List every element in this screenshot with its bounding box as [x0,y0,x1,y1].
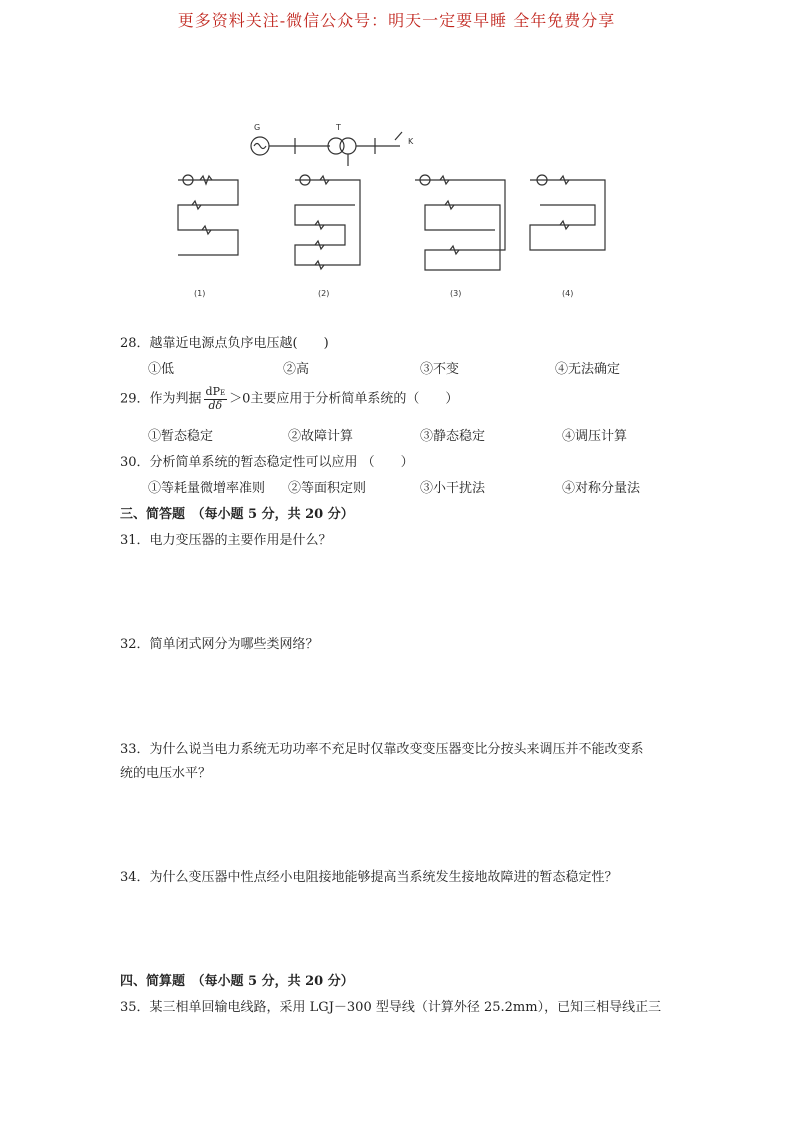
q33-text-line-2: 统的电压水平？ [120,766,212,781]
q28-text: 28．越靠近电源点负序电压越( ) [120,336,329,351]
q34-text: 34．为什么变压器中性点经小电阻接地能够提高当系统发生接地故障进的暂态稳定性？ [120,870,618,885]
q28-option-3: ③不变 [420,362,460,377]
panel-label-1: (1) [194,289,206,298]
panel-label-3: (3) [450,289,462,298]
label-t: T [336,123,341,132]
panel-label-4: (4) [562,289,574,298]
q28-option-2: ②高 [283,362,310,377]
q30-option-2: ②等面积定则 [288,481,367,496]
q35-text: 35．某三相单回输电线路，采用 LGJ－300 型导线（计算外径 25.2mm），已知三相导线正三 [120,1000,662,1015]
q29-option-2: ②故障计算 [288,429,354,444]
q29-option-4: ④调压计算 [562,429,628,444]
section-3-heading: 三、简答题 （每小题 5 分，共 20 分） [120,507,354,522]
q30-option-4: ④对称分量法 [562,481,641,496]
q29-prefix: 29．作为判据 [120,391,202,407]
q29-suffix: ＞0主要应用于分析简单系统的（ ） [229,391,459,407]
panel-label-2: (2) [318,289,330,298]
q28-option-1: ①低 [148,362,175,377]
q32-text: 32．简单闭式网分为哪些类网络？ [120,637,319,652]
q29-frac-num: dP [205,385,220,398]
q29-option-3: ③静态稳定 [420,429,486,444]
q29-fraction [204,386,228,412]
q30-option-3: ③小干扰法 [420,481,486,496]
q30-text: 30．分析简单系统的暂态稳定性可以应用 （ ） [120,455,414,470]
q30-option-1: ①等耗量微增率准则 [148,481,266,496]
q29-text [120,386,458,412]
label-g: G [254,123,261,132]
section-4-heading: 四、简算题 （每小题 5 分，共 20 分） [120,974,354,989]
q29-frac-den: dδ [208,399,223,412]
q31-text: 31．电力变压器的主要作用是什么？ [120,533,332,548]
circuit-figure [150,110,630,310]
label-k: K [408,137,414,146]
q29-frac-num-sub: E [220,389,226,397]
q29-option-1: ①暂态稳定 [148,429,214,444]
q28-option-4: ④无法确定 [555,362,621,377]
q33-text-line-1: 33．为什么说当电力系统无功功率不充足时仅靠改变变压器变比分按头来调压并不能改变系 [120,742,644,757]
header-banner: 更多资料关注-微信公众号：明天一定要早睡 全年免费分享 [177,11,616,30]
